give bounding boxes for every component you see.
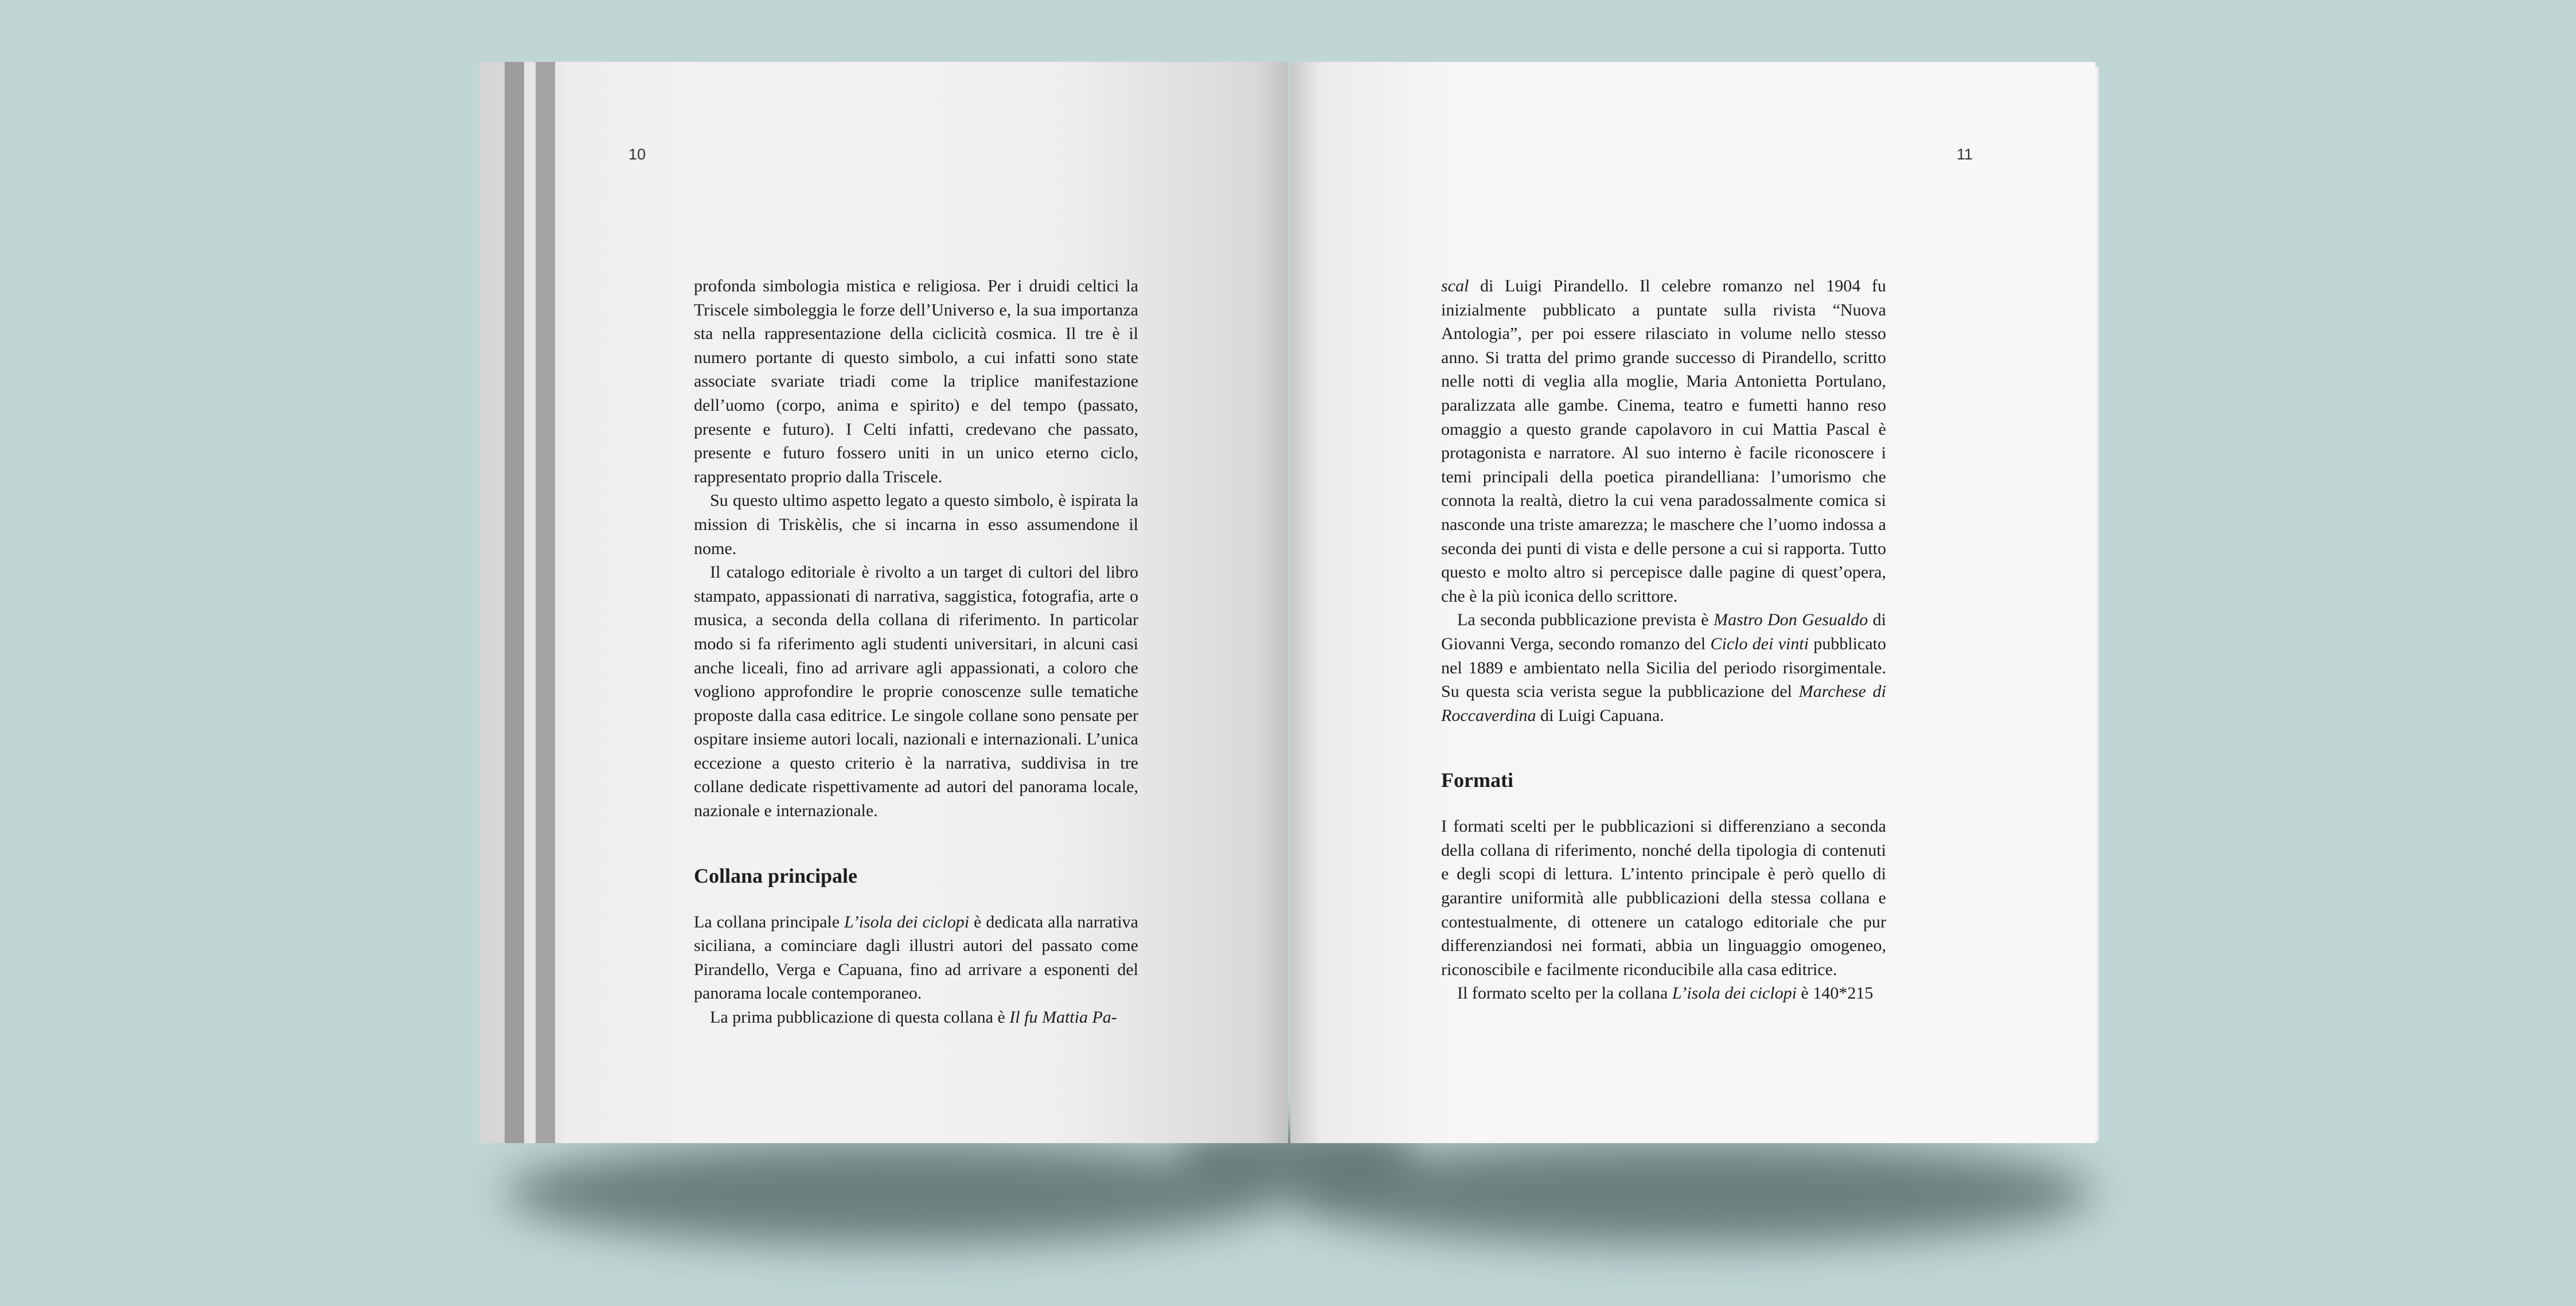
paragraph: I formati scelti per le pubblicazioni si differenziano a seconda della collana di riferimento, nonché della tipologia di contenuti e degli scopi di lettura. L’intento principale è però quello di garantire uniformità alle pubblicazioni della stessa collana e contestualmente, di ottenere un catalogo editoriale che pur differenziandosi nei formati, abbia un linguaggio omogeneo, riconoscibile e facilmente riconducibile alla casa editrice. (1441, 817, 1886, 979)
paragraph (694, 910, 1138, 1005)
left-page-text (694, 274, 1138, 1030)
paragraph: Su questo ultimo aspetto legato a questo simbolo, è ispirata la mission di Triskèlis, che si incarna in esso assumendone il nome. (694, 491, 1138, 558)
book-title-italic: L’isola dei ciclopi (844, 912, 970, 931)
right-page-text (1441, 274, 1886, 1005)
paragraph: profonda simbologia mistica e religiosa. Per i druidi celtici la Triscele simboleggia le forze dell’Universo e, la sua importanza sta nella rappresentazione della ciclicità cosmica. Il tre è il numero portante di questo simbolo, a cui infatti sono state associate svariate triadi come la triplice manifestazione dell’uomo (corpo, anima e spirito) e del tempo (passato, presente e futuro). I Celti infatti, credevano che passato, presente e futuro fossero uniti in un unico eterno ciclo, rappresentato proprio dalla Triscele. (694, 276, 1138, 486)
text-run: pubblicato nel 1889 e ambientato nella Sicilia del periodo risorgimentale. Su questa scia verista segue la pubblicazione del (1441, 634, 1886, 701)
book-shadow-left (505, 1141, 1285, 1245)
section-heading: Collana principale (694, 864, 858, 887)
book-title-italic: Mastro Don Gesualdo (1714, 610, 1868, 630)
paragraph: Il catalogo editoriale è rivolto a un target di cultori del libro stampato, appassionati di narrativa, saggistica, fotografia, arte o musica, a seconda della collana di riferimento. In particolar modo si fa riferimento agli studenti universitari, in alcuni casi anche liceali, fino ad arrivare agli appassionati, a coloro che vogliono approfondire le proprie conoscenze sulle tematiche proposte dalla casa editrice. Le singole collane sono pensate per ospitare insieme autori locali, nazionali e internazionali. L’unica eccezione a questo criterio è la narrativa, suddivisa in tre collane dedicate rispettivamente ad autori del panorama locale, nazionale e internazionale. (694, 563, 1138, 821)
text-run: è dedicata alla narrativa siciliana, a cominciare dagli illustri autori del passato come Pirandello, Verga e Capuana, fino ad arrivare a esponenti del panorama locale contemporaneo. (694, 912, 1138, 1003)
text-run: La collana principale (694, 912, 845, 931)
book-title-italic: scal (1441, 276, 1469, 295)
text-run: di Luigi Capuana. (1536, 705, 1664, 725)
text-run: di Giovanni Verga, secondo romanzo del (1441, 610, 1886, 653)
book-title-italic: Il fu Mattia Pa- (1009, 1008, 1117, 1027)
section-heading: Formati (1441, 769, 1513, 792)
text-run: Il formato scelto per la collana (1457, 984, 1672, 1003)
book-title-italic: L’isola dei ciclopi (1672, 984, 1797, 1003)
book-title-italic: Ciclo dei vinti (1710, 634, 1809, 653)
book-title-italic: Marchese di Roccaverdina (1441, 682, 1886, 725)
decorative-stripe (505, 62, 524, 1143)
text-run: è 140*215 (1797, 984, 1874, 1003)
paragraph (1441, 981, 1886, 1005)
text-run: La seconda pubblicazione prevista è (1457, 610, 1714, 630)
left-page (479, 62, 1288, 1143)
page-number-right: 11 (1956, 146, 1973, 163)
paragraph (694, 1005, 1138, 1030)
paragraph (1441, 274, 1886, 608)
decorative-stripe (479, 62, 505, 1143)
decorative-stripe (536, 62, 555, 1143)
text-run: La prima pubblicazione di questa collana è (710, 1008, 1010, 1027)
decorative-stripe (524, 62, 536, 1143)
right-page (1290, 62, 2095, 1143)
paragraph (1441, 608, 1886, 727)
decorative-stripe (555, 62, 563, 1143)
page-number-left: 10 (629, 146, 646, 163)
text-run: di Luigi Pirandello. Il celebre romanzo nel 1904 fu inizialmente pubblicato a puntate sulla rivista “Nuova Antologia”, per poi essere rilasciato in volume nello stesso anno. Si tratta del primo grande successo di Pirandello, scritto nelle notti di veglia alla moglie, Maria Antonietta Portulano, paralizzata alle gambe. Cinema, teatro e fumetti hanno reso omaggio a questo grande capolavoro in cui Mattia Pascal è protagonista e narratore. Al suo interno è facile riconoscere i temi principali della poetica pirandelliana: l’umorismo che connota la realtà, dietro la cui vena paradossalmente comica si nasconde una triste amarezza; le maschere che l’uomo indossa a seconda dei punti di vista e delle persone a cui si rapporta. Tutto questo e molto altro si percepisce dalle pagine di quest’opera, che è la più iconica dello scrittore. (1441, 276, 1886, 606)
